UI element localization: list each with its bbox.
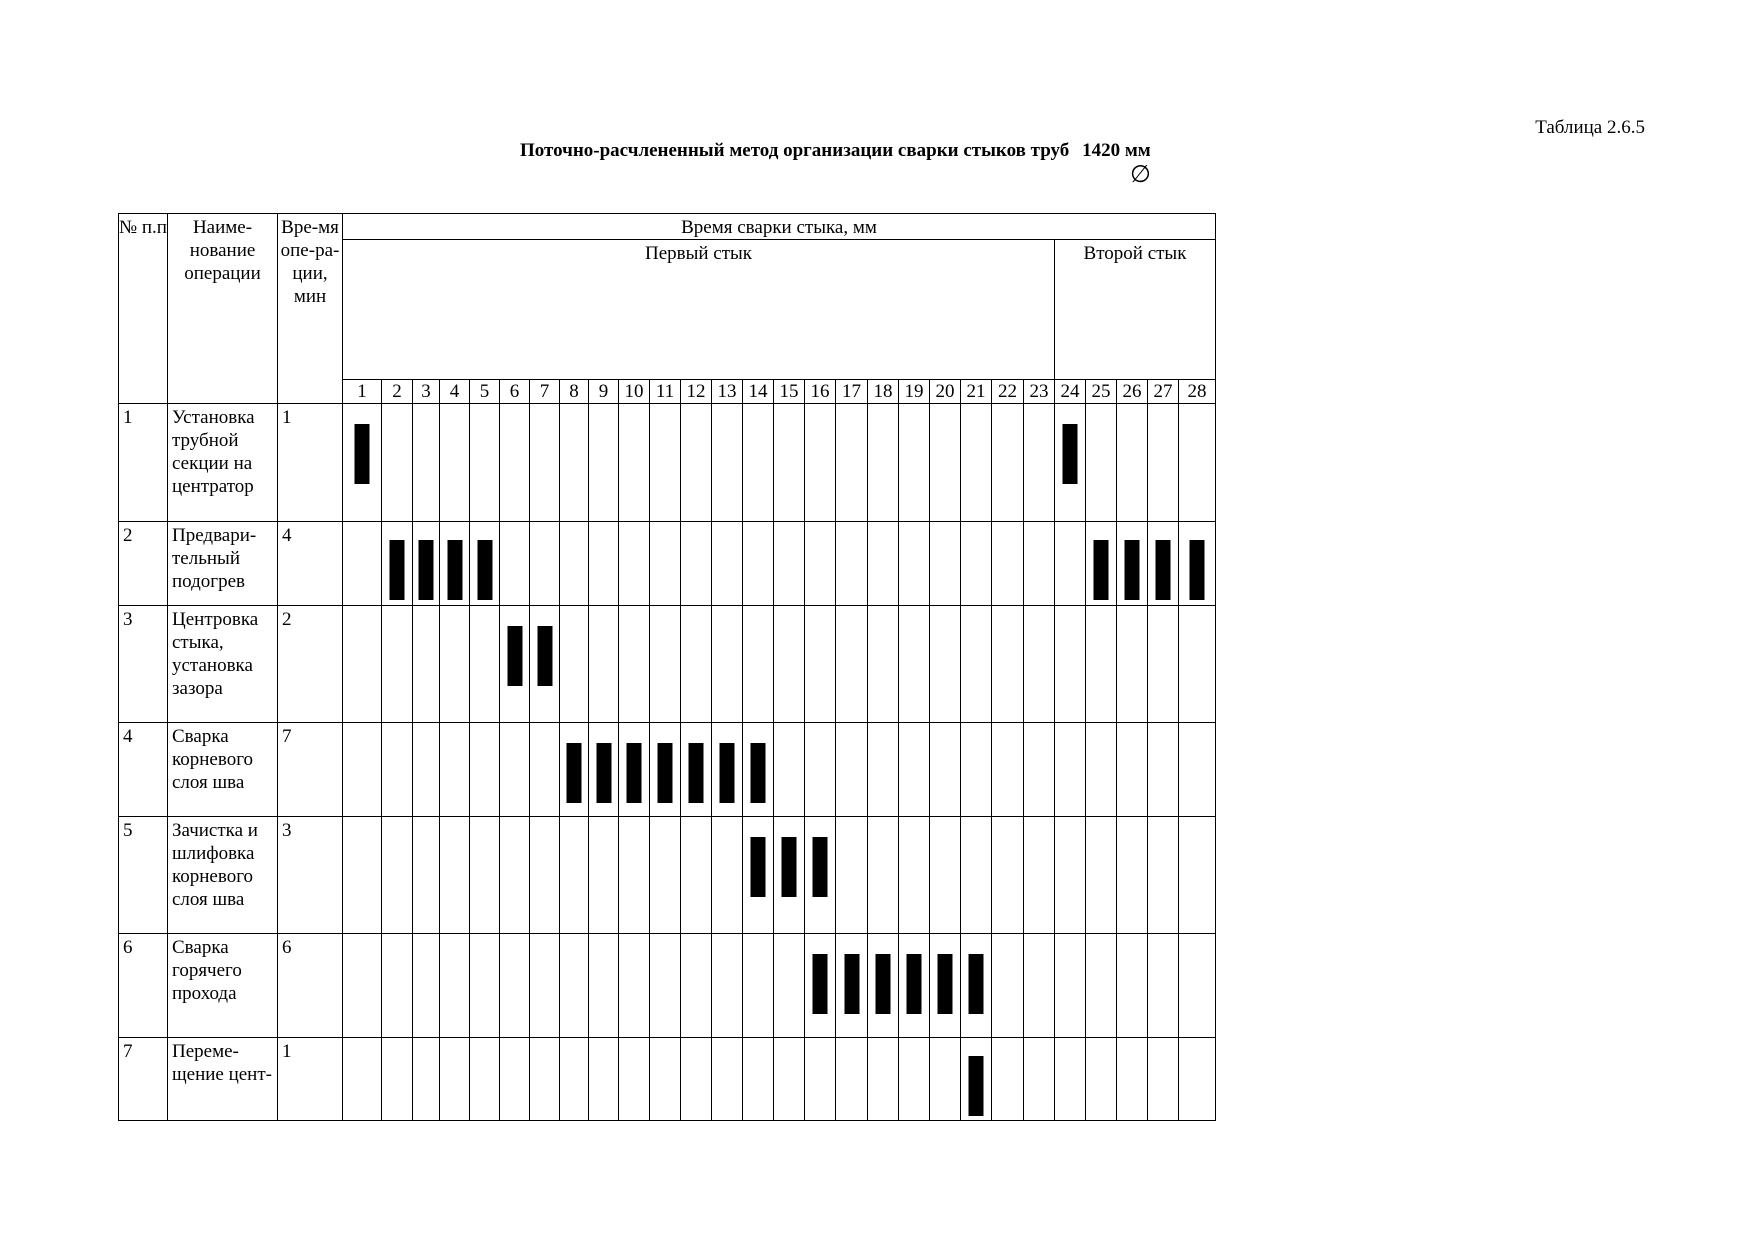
timeline-cell [1055,606,1086,723]
minute-header: 13 [712,380,743,404]
minute-header: 1 [343,380,382,404]
operation-bar [507,626,522,686]
timeline-cell [868,934,899,1038]
timeline-cell [961,817,992,934]
operation-bar [567,743,582,803]
timeline-cell [589,817,619,934]
timeline-cell [930,606,961,723]
timeline-cell [650,404,681,522]
timeline-cell [500,1038,530,1121]
operation-bar [969,954,984,1014]
timeline-cell [589,404,619,522]
operation-bar [907,954,922,1014]
operation-bar [1156,540,1171,600]
minute-header: 4 [440,380,470,404]
timeline-cell [836,606,868,723]
operation-bar [751,837,766,897]
timeline-cell [382,404,413,522]
operation-name: Переме-щение цент- [168,1038,278,1121]
operation-bar [596,743,611,803]
timeline-cell [868,404,899,522]
timeline-cell [930,404,961,522]
timeline-cell [712,723,743,817]
timeline-cell [961,606,992,723]
operation-name: Центровка стыка, установка зазора [168,606,278,723]
timeline-cell [382,934,413,1038]
timeline-cell [681,404,712,522]
operation-bar [813,837,828,897]
header-row-1 [119,214,1216,240]
timeline-cell [382,606,413,723]
timeline-cell [560,522,589,606]
operation-bar [627,743,642,803]
timeline-cell [560,1038,589,1121]
timeline-cell [470,522,500,606]
timeline-cell [805,817,836,934]
timeline-cell [382,1038,413,1121]
minute-header: 3 [413,380,440,404]
timeline-cell [805,606,836,723]
timeline-cell [836,404,868,522]
timeline-cell [530,522,560,606]
minute-header: 7 [530,380,560,404]
timeline-cell [899,1038,930,1121]
minute-header: 9 [589,380,619,404]
header-num: № п.п [119,214,168,404]
diameter-symbol: ∅ [1130,162,1151,188]
timeline-cell [1055,1038,1086,1121]
timeline-cell [961,1038,992,1121]
timeline-cell [1086,723,1117,817]
timeline-cell [530,934,560,1038]
timeline-cell [343,723,382,817]
timeline-cell [1117,723,1148,817]
timeline-cell [712,404,743,522]
timeline-cell [805,1038,836,1121]
timeline-cell [1024,934,1055,1038]
timeline-cell [836,934,868,1038]
operation-num: 5 [119,817,168,934]
timeline-cell [1055,817,1086,934]
timeline-cell [413,1038,440,1121]
timeline-cell [470,817,500,934]
timeline-cell [961,723,992,817]
timeline-cell [1117,606,1148,723]
timeline-cell [500,522,530,606]
timeline-cell [343,522,382,606]
operation-bar [537,626,552,686]
timeline-cell [805,522,836,606]
timeline-cell [805,723,836,817]
timeline-cell [1055,404,1086,522]
timeline-cell [774,1038,805,1121]
operation-bar [447,540,462,600]
operation-bar [1125,540,1140,600]
operation-bar [782,837,797,897]
timeline-cell [1179,817,1216,934]
timeline-cell [743,817,774,934]
minute-header: 11 [650,380,681,404]
timeline-cell [530,404,560,522]
timeline-cell [836,723,868,817]
operation-num: 1 [119,404,168,522]
timeline-cell [805,934,836,1038]
timeline-cell [650,934,681,1038]
timeline-cell [774,723,805,817]
timeline-cell [500,606,530,723]
operation-bar [813,954,828,1014]
operation-row [119,606,1216,723]
timeline-cell [930,934,961,1038]
minute-header: 17 [836,380,868,404]
timeline-cell [836,522,868,606]
operation-num: 6 [119,934,168,1038]
timeline-cell [470,404,500,522]
timeline-cell [500,723,530,817]
timeline-cell [619,817,650,934]
operation-duration: 1 [278,1038,343,1121]
timeline-cell [1117,817,1148,934]
timeline-cell [382,817,413,934]
minute-header: 12 [681,380,712,404]
timeline-cell [1086,522,1117,606]
operation-bar [751,743,766,803]
timeline-cell [774,522,805,606]
timeline-cell [774,817,805,934]
timeline-cell [681,723,712,817]
timeline-cell [992,723,1024,817]
timeline-cell [1086,1038,1117,1121]
timeline-cell [1055,723,1086,817]
timeline-cell [681,606,712,723]
gantt-table [118,213,1216,1121]
operation-name: Предвари-тельный подогрев [168,522,278,606]
operation-bar [938,954,953,1014]
timeline-cell [530,817,560,934]
minute-header: 15 [774,380,805,404]
timeline-cell [1148,934,1179,1038]
timeline-cell [619,606,650,723]
timeline-cell [343,1038,382,1121]
minute-header: 19 [899,380,930,404]
timeline-cell [440,934,470,1038]
timeline-cell [743,723,774,817]
timeline-cell [868,817,899,934]
header-time-group: Время сварки стыка, мм [343,214,1216,240]
operation-name: Сварка горячего прохода [168,934,278,1038]
operation-num: 2 [119,522,168,606]
timeline-cell [774,934,805,1038]
timeline-cell [1086,934,1117,1038]
timeline-cell [930,723,961,817]
timeline-cell [1086,606,1117,723]
operation-bar [1063,424,1078,484]
timeline-cell [589,723,619,817]
timeline-cell [868,1038,899,1121]
timeline-cell [743,934,774,1038]
timeline-cell [961,522,992,606]
timeline-cell [868,606,899,723]
minute-header: 22 [992,380,1024,404]
timeline-cell [868,522,899,606]
operation-bar [658,743,673,803]
minute-header: 5 [470,380,500,404]
timeline-cell [619,1038,650,1121]
timeline-cell [899,723,930,817]
operation-duration: 6 [278,934,343,1038]
operation-bar [1190,540,1205,600]
minute-header: 6 [500,380,530,404]
timeline-cell [560,817,589,934]
minute-header: 21 [961,380,992,404]
timeline-cell [836,817,868,934]
timeline-cell [470,1038,500,1121]
minute-header: 26 [1117,380,1148,404]
timeline-cell [992,1038,1024,1121]
timeline-cell [530,1038,560,1121]
timeline-cell [743,1038,774,1121]
timeline-cell [440,404,470,522]
minute-header: 14 [743,380,774,404]
operation-row [119,723,1216,817]
timeline-cell [1148,723,1179,817]
operation-num: 4 [119,723,168,817]
operation-row [119,404,1216,522]
timeline-cell [899,934,930,1038]
timeline-cell [440,1038,470,1121]
timeline-cell [530,606,560,723]
timeline-cell [343,934,382,1038]
timeline-cell [560,934,589,1038]
timeline-cell [1055,522,1086,606]
operation-bar [844,954,859,1014]
timeline-cell [440,522,470,606]
title-size: 1420 мм [1082,140,1151,161]
timeline-cell [440,817,470,934]
timeline-cell [992,522,1024,606]
timeline-cell [589,1038,619,1121]
timeline-cell [650,522,681,606]
timeline-cell [899,522,930,606]
minute-header: 27 [1148,380,1179,404]
timeline-cell [743,522,774,606]
timeline-cell [440,723,470,817]
operation-num: 7 [119,1038,168,1121]
timeline-cell [440,606,470,723]
timeline-cell [1179,522,1216,606]
timeline-cell [992,934,1024,1038]
timeline-cell [1024,1038,1055,1121]
timeline-cell [413,404,440,522]
timeline-cell [650,1038,681,1121]
operation-bar [390,540,405,600]
timeline-cell [413,606,440,723]
timeline-cell [712,934,743,1038]
timeline-cell [899,404,930,522]
operation-bar [876,954,891,1014]
timeline-cell [681,522,712,606]
minute-header: 24 [1055,380,1086,404]
timeline-cell [681,1038,712,1121]
operation-bar [720,743,735,803]
timeline-cell [1148,522,1179,606]
timeline-cell [1117,1038,1148,1121]
timeline-cell [343,817,382,934]
operation-num: 3 [119,606,168,723]
timeline-cell [382,522,413,606]
timeline-cell [413,723,440,817]
operation-row [119,817,1216,934]
timeline-cell [413,934,440,1038]
timeline-cell [413,817,440,934]
timeline-cell [930,522,961,606]
timeline-cell [413,522,440,606]
timeline-cell [1086,404,1117,522]
timeline-cell [774,404,805,522]
operation-bar [419,540,434,600]
timeline-cell [1024,723,1055,817]
table-caption: Таблица 2.6.5 [1535,117,1645,138]
timeline-cell [619,934,650,1038]
timeline-cell [712,817,743,934]
timeline-cell [743,404,774,522]
timeline-cell [899,817,930,934]
timeline-cell [589,606,619,723]
timeline-cell [470,606,500,723]
operation-row [119,934,1216,1038]
timeline-cell [1148,817,1179,934]
operation-row [119,1038,1216,1121]
operation-name: Сварка корневого слоя шва [168,723,278,817]
timeline-cell [619,723,650,817]
operation-duration: 4 [278,522,343,606]
timeline-cell [1024,522,1055,606]
timeline-cell [470,934,500,1038]
minute-header: 2 [382,380,413,404]
operation-duration: 3 [278,817,343,934]
timeline-cell [560,404,589,522]
operation-bar [477,540,492,600]
timeline-cell [1179,606,1216,723]
minute-header: 28 [1179,380,1216,404]
operation-bar [689,743,704,803]
operation-duration: 7 [278,723,343,817]
timeline-cell [868,723,899,817]
timeline-cell [619,404,650,522]
timeline-cell [681,934,712,1038]
timeline-cell [343,606,382,723]
timeline-cell [1179,723,1216,817]
timeline-cell [1179,404,1216,522]
timeline-cell [530,723,560,817]
timeline-cell [961,404,992,522]
timeline-cell [1148,606,1179,723]
minute-header: 23 [1024,380,1055,404]
timeline-cell [382,723,413,817]
timeline-cell [712,522,743,606]
timeline-cell [650,606,681,723]
title-text: Поточно-расчлененный метод организации сварки стыков труб [520,140,1070,161]
timeline-cell [1024,606,1055,723]
timeline-cell [560,723,589,817]
timeline-cell [500,934,530,1038]
timeline-cell [899,606,930,723]
header-name: Наиме-нование операции [168,214,278,404]
timeline-cell [1024,404,1055,522]
minute-header: 18 [868,380,899,404]
operation-bar [1094,540,1109,600]
timeline-cell [650,817,681,934]
timeline-cell [500,817,530,934]
header-second-joint: Второй стык [1055,240,1216,380]
timeline-cell [805,404,836,522]
timeline-cell [712,1038,743,1121]
timeline-cell [681,817,712,934]
timeline-cell [1179,1038,1216,1121]
timeline-cell [930,1038,961,1121]
page-title [520,140,1151,188]
timeline-cell [1117,404,1148,522]
minute-header: 20 [930,380,961,404]
minute-header: 16 [805,380,836,404]
timeline-cell [470,723,500,817]
operation-bar [969,1056,984,1116]
timeline-cell [961,934,992,1038]
timeline-cell [1148,1038,1179,1121]
timeline-cell [500,404,530,522]
timeline-cell [343,404,382,522]
timeline-cell [930,817,961,934]
timeline-cell [589,934,619,1038]
operation-name: Зачистка и шлифовка корневого слоя шва [168,817,278,934]
header-first-joint: Первый стык [343,240,1055,380]
timeline-cell [1179,934,1216,1038]
timeline-cell [1117,522,1148,606]
timeline-cell [836,1038,868,1121]
minute-header: 25 [1086,380,1117,404]
operation-name: Установка трубной секции на центратор [168,404,278,522]
timeline-cell [1117,934,1148,1038]
timeline-cell [1148,404,1179,522]
operation-duration: 2 [278,606,343,723]
operation-row [119,522,1216,606]
timeline-cell [1055,934,1086,1038]
timeline-cell [1024,817,1055,934]
operation-duration: 1 [278,404,343,522]
operation-bar [355,424,370,484]
timeline-cell [743,606,774,723]
header-duration: Вре-мя опе-ра-ции, мин [278,214,343,404]
timeline-cell [619,522,650,606]
minute-header: 8 [560,380,589,404]
timeline-cell [992,817,1024,934]
timeline-cell [774,606,805,723]
timeline-cell [650,723,681,817]
timeline-cell [1086,817,1117,934]
timeline-cell [560,606,589,723]
timeline-cell [712,606,743,723]
timeline-cell [992,404,1024,522]
minute-header: 10 [619,380,650,404]
timeline-cell [992,606,1024,723]
timeline-cell [589,522,619,606]
